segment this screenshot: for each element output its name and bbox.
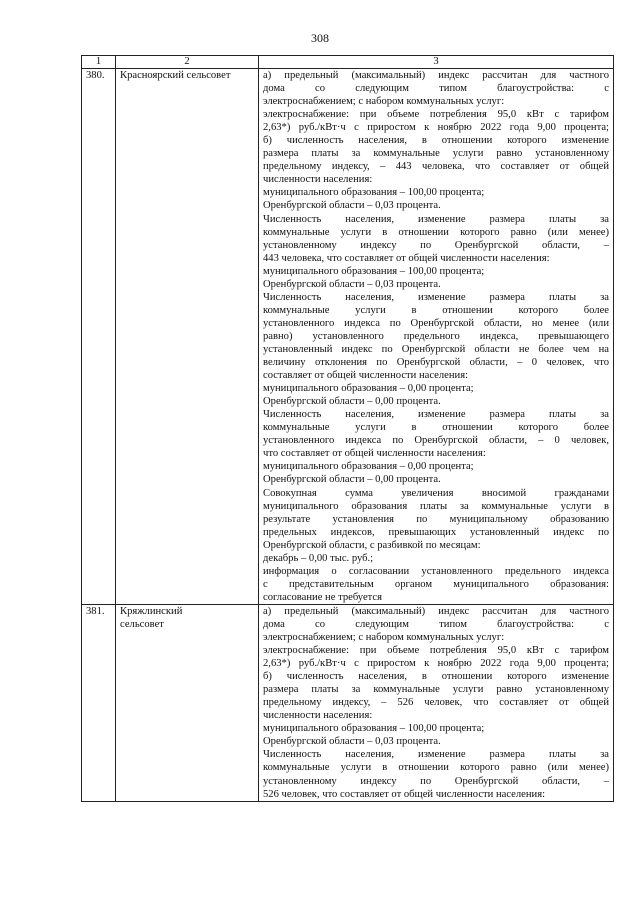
table-row [82, 604, 614, 801]
description-line: Численность населения, изменение размера платы за [263, 291, 609, 303]
page-number: 308 [311, 31, 329, 45]
description-line: что составляет от общей численности населения: [263, 448, 486, 460]
description-line: предельных индексов, превышающих установленный индекс по [263, 526, 609, 538]
description-line: Оренбургской области, с разбивкой по месяцам: [263, 539, 481, 551]
description-line: равно) установленного предельного индекса, превышающего [263, 330, 609, 342]
description-line: электроснабжением; с набором коммунальных услуг: [263, 96, 505, 108]
description-line: установленному индексу по Оренбургской области, – [263, 239, 609, 251]
column-header-3: 3 [259, 56, 614, 69]
description-line: составляет от общей численности населения: [263, 370, 469, 382]
description-line: дома со следующим типом благоустройства: с [263, 618, 609, 630]
row-number: 381. [82, 604, 116, 801]
description-line: 443 человека, что составляет от общей численности населения: [263, 252, 550, 264]
description-line: Оренбургской области – 0,00 процента. [263, 396, 441, 408]
description-line: муниципального образования – 100,00 процента; [263, 265, 485, 277]
description-line: результате установления по муниципальному образованию [263, 513, 609, 525]
description-line: размера платы за коммунальные услуги равно установленному [263, 684, 609, 696]
description-cell [259, 604, 614, 801]
data-table [81, 55, 614, 802]
column-header-2: 2 [116, 56, 259, 69]
description-line: предельному индексу, – 443 человека, что составляет от общей [263, 161, 609, 173]
description-line: 2,63*) руб./кВт·ч с приростом к ноябрю 2022 года 9,00 процента; [263, 122, 609, 134]
description-line: декабрь – 0,00 тыс. руб.; [263, 552, 374, 564]
description-line: Оренбургской области – 0,00 процента. [263, 474, 441, 486]
description-line: Оренбургской области – 0,03 процента. [263, 278, 441, 290]
column-header-1: 1 [82, 56, 116, 69]
description-cell [259, 69, 614, 605]
description-line: Оренбургской области – 0,03 процента. [263, 736, 441, 748]
description-line: б) численность населения, в отношении которого изменение [263, 671, 609, 683]
description-line: величину отклонения по Оренбургской области, – 0 человек, что [263, 357, 609, 369]
description-line: информация о согласовании установленного предельного индекса [263, 565, 609, 577]
municipality-name-line: Кряжлинский [120, 605, 183, 617]
description-line: установленному индексу по Оренбургской области, – [263, 775, 609, 787]
description-line: а) предельный (максимальный) индекс рассчитан для частного [263, 605, 609, 617]
description-line: установленного индекса по Оренбургской области, – 0 человек, [263, 435, 609, 447]
description-line: Оренбургской области – 0,03 процента. [263, 200, 441, 212]
description-line: муниципального образования – 0,00 процента; [263, 461, 474, 473]
description-line: электроснабжением; с набором коммунальных услуг: [263, 632, 505, 644]
description-line: численности населения: [263, 174, 373, 186]
description-line: Численность населения, изменение размера платы за [263, 409, 609, 421]
description-line: установленный индекс по Оренбургской области не более чем на [263, 343, 609, 355]
description-line: Совокупная сумма увеличения вносимой гражданами [263, 487, 609, 499]
description-line: 2,63*) руб./кВт·ч с приростом к ноябрю 2022 года 9,00 процента; [263, 658, 609, 670]
description-line: коммунальные услуги в отношении которого более [263, 422, 609, 434]
description-line: дома со следующим типом благоустройства: с [263, 83, 609, 95]
description-line: 526 человек, что составляет от общей численности населения: [263, 788, 546, 800]
description-line: муниципального образования платы за коммунальные услуги в [263, 500, 609, 512]
description-line: муниципального образования – 100,00 процента; [263, 187, 485, 199]
description-line: а) предельный (максимальный) индекс рассчитан для частного [263, 70, 609, 81]
description-line: муниципального образования – 0,00 процента; [263, 383, 474, 395]
municipality-name [116, 69, 259, 605]
table-header-row [82, 56, 614, 69]
description-line: размера платы за коммунальные услуги равно установленному [263, 148, 609, 160]
table-row [82, 69, 614, 605]
municipality-name-line: сельсовет [120, 618, 164, 630]
description-line: электроснабжение: при объеме потребления 95,0 кВт с тарифом [263, 109, 609, 121]
description-line: согласование не требуется [263, 591, 383, 603]
description-line: предельному индексу, – 526 человек, что составляет от общей [263, 697, 609, 709]
description-line: установленного индекса по Оренбургской области, но менее (или [263, 317, 609, 329]
description-line: б) численность населения, в отношении которого изменение [263, 135, 609, 147]
description-line: коммунальные услуги в отношении которого более [263, 304, 609, 316]
description-line: с представительным органом муниципального образования: [263, 578, 609, 590]
municipality-name [116, 604, 259, 801]
description-line: коммунальные услуги в отношении которого равно (или менее) [263, 762, 609, 774]
municipality-name-line: Красноярский сельсовет [120, 70, 231, 81]
description-line: коммунальные услуги в отношении которого равно (или менее) [263, 226, 609, 238]
description-line: численности населения: [263, 710, 373, 722]
row-number: 380. [82, 69, 116, 605]
description-line: Численность населения, изменение размера платы за [263, 749, 609, 761]
description-line: муниципального образования – 100,00 процента; [263, 723, 485, 735]
description-line: электроснабжение: при объеме потребления 95,0 кВт с тарифом [263, 645, 609, 657]
description-line: Численность населения, изменение размера платы за [263, 213, 609, 225]
